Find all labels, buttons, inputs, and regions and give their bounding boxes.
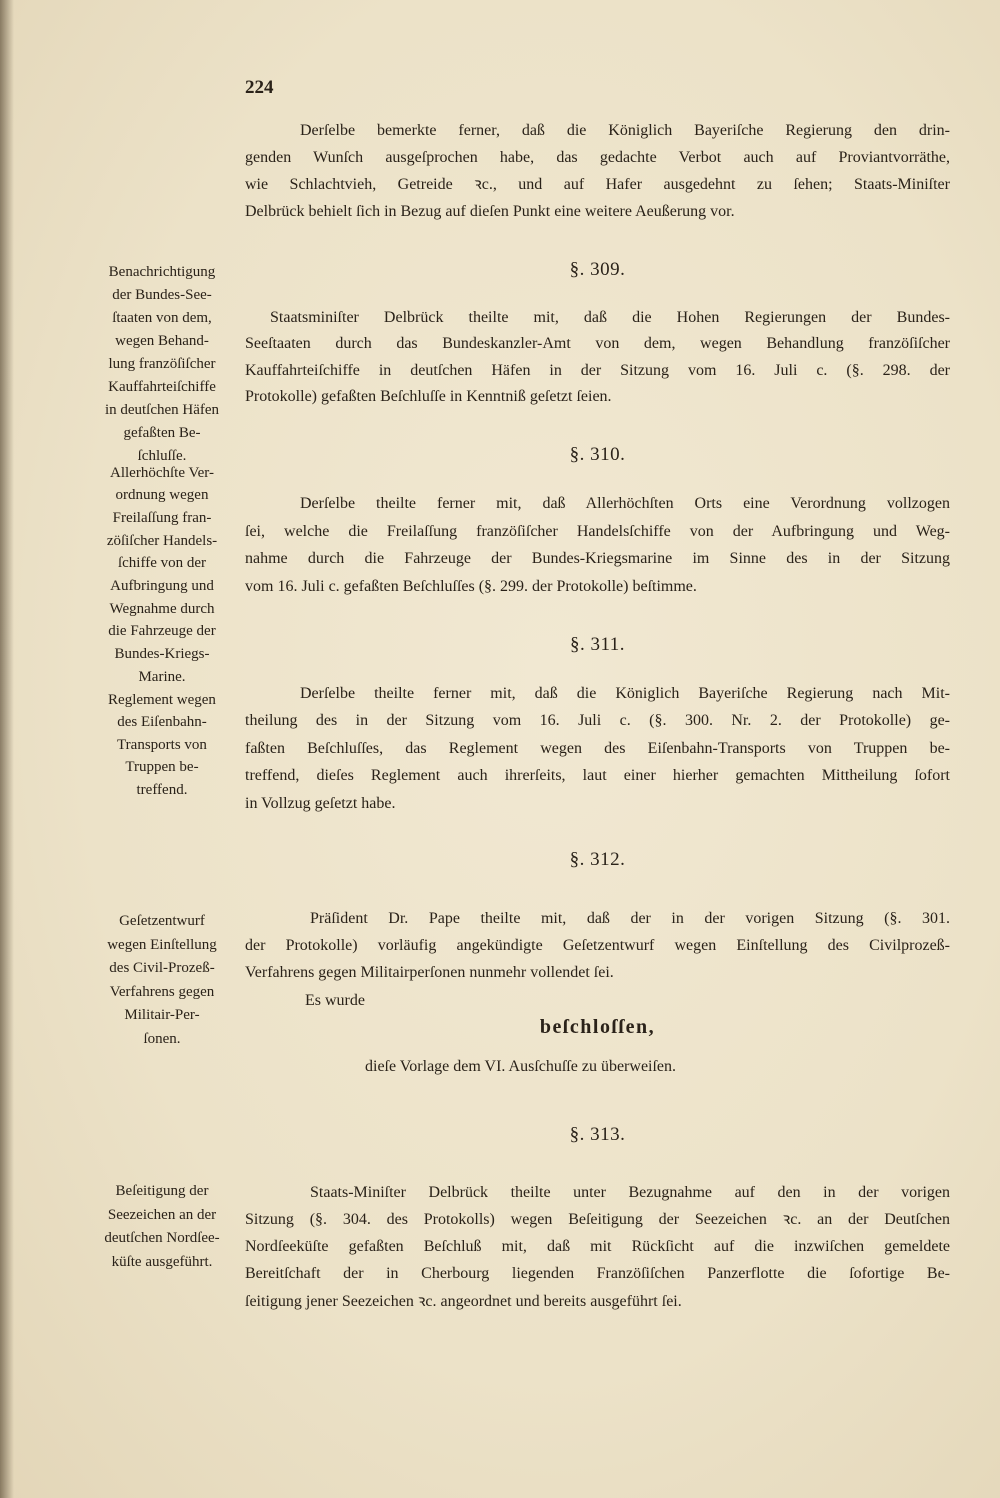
body-line: ſeitigung jener Seezeichen ꝛc. angeordnet und bereits ausgeführt ſei. [245,1292,682,1310]
decision-text: dieſe Vorlage dem VI. Ausſchuſſe zu überweiſen. [365,1058,677,1075]
body-line: theilung des in der Sitzung vom 16. Juli c. (§. 300. Nr. 2. der Protokolle) ge- [245,712,950,729]
body-line: faßten Beſchluſſes, das Reglement wegen des Eiſenbahn-Transports von Truppen be- [245,739,950,757]
margin-note-line: Bundes-Kriegs- [114,646,210,663]
margin-note-line: Seezeichen an der [107,1206,217,1223]
margin-note-line: ordnung wegen [115,487,209,504]
body-line: Sitzung (§. 304. des Protokolls) wegen Beſeitigung der Seezeichen ꝛc. an der Deutſchen [245,1210,950,1228]
margin-note-line: Truppen be- [125,759,199,775]
margin-note-line: Freilaſſung fran- [112,509,212,526]
margin-note-line: treffend. [136,781,188,798]
body-line: Nordſeeküſte gefaßten Beſchluß mit, daß mit Rückſicht auf die inzwiſchen gemeldete [245,1238,950,1256]
margin-note-line: Aufbringung und [110,578,214,595]
body-line: Bereitſchaft der in Cherbourg liegenden Franzöſiſchen Panzerflotte die ſofortige Be- [245,1265,950,1283]
page-number: 224 [245,77,274,98]
body-line: Staats-Miniſter Delbrück theilte unter Bezugnahme auf den in der vorigen [310,1183,950,1201]
section-heading: §. 310. [569,444,626,465]
margin-note-line: in deutſchen Häfen [104,401,220,418]
margin-note-line: Militair-Per- [124,1007,200,1024]
margin-note-line: lung franzöſiſcher [108,355,216,372]
intro-paragraph [245,117,950,226]
margin-note-line: zöſiſcher Handels- [106,532,218,549]
margin-note-line: ſonen. [143,1030,181,1047]
body-line: Präſident Dr. Pape theilte mit, daß der in der vorigen Sitzung (§. 301. [310,909,950,927]
margin-note-line: des Eiſenbahn- [117,714,207,730]
margin-note-line: wegen Behand- [115,332,209,349]
section-body [245,305,950,411]
body-line: Protokolle) gefaßten Beſchluſſe in Kenntniß geſetzt ſeien. [245,388,612,405]
section-body [245,490,950,601]
section-heading: §. 311. [569,634,626,655]
margin-note-line: gefaßten Be- [123,424,201,441]
margin-note-line: ſchiffe von der [117,555,207,572]
body-line: ſei, welche die Freilaſſung franzöſiſcher Handelsſchiffe von der Aufbringung und Weg- [245,522,950,540]
section-heading: §. 309. [569,259,626,280]
margin-note [86,1180,238,1275]
margin-note-line: die Fahrzeuge der [108,623,216,640]
section-heading: §. 313. [569,1124,626,1145]
section-heading: §. 312. [569,849,626,870]
margin-note [86,689,238,802]
body-line: Kauffahrteiſchiffe in deutſchen Häfen in der Sitzung vom 16. Juli c. (§. 298. der [245,361,950,379]
decision-word: beſchloſſen, [539,1016,656,1038]
margin-note-line: Geſetzentwurf [119,913,205,929]
margin-note-line: Allerhöchſte Ver- [110,464,214,481]
body-line: der Protokolle) vorläufig angekündigte Geſetzentwurf wegen Einſtellung des Civilprozeß- [245,936,950,954]
margin-note-line: der Bundes-See- [112,286,212,303]
intro-line: genden Wunſch ausgeſprochen habe, das gedachte Verbot auch auf Proviantvorräthe, [245,148,950,166]
margin-note-line: Kauffahrteiſchiffe [108,378,216,395]
margin-note-line: ſtaaten von dem, [112,309,212,326]
margin-note-line: Marine. [138,668,186,685]
margin-note-line: wegen Einſtellung [107,936,217,953]
body-line: in Vollzug geſetzt habe. [245,794,396,812]
margin-note-line: küſte ausgeführt. [111,1254,213,1271]
margin-note-line: Reglement wegen [108,691,216,708]
body-line: Derſelbe theilte ferner mit, daß Allerhöchſten Orts eine Verordnung vollzogen [300,495,950,512]
margin-note-line: des Civil-Prozeß- [109,960,215,977]
body-line: treffend, dieſes Reglement auch ihrerſeits, laut einer hierher gemachten Mittheilung ſofort [245,767,950,784]
section-body [245,905,950,987]
margin-note [86,910,238,1052]
margin-note-line: Beſeitigung der [115,1183,209,1199]
intro-line: Delbrück behielt ſich in Bezug auf dieſen Punkt eine weitere Aeußerung vor. [245,203,735,221]
intro-line: Derſelbe bemerkte ferner, daß die Königlich Bayeriſche Regierung den drin- [300,121,950,139]
body-line: Verfahrens gegen Militairperſonen nunmehr vollendet ſei. [245,964,614,982]
body-line: nahme durch die Fahrzeuge der Bundes-Kriegsmarine im Sinne des in der Sitzung [245,550,950,568]
margin-note [86,261,238,468]
decision-intro: Es wurde [305,991,365,1009]
margin-note-line: Transports von [117,736,207,753]
margin-note [86,462,238,689]
body-line: Derſelbe theilte ferner mit, daß die Königlich Bayeriſche Regierung nach Mit- [300,684,950,702]
body-line: vom 16. Juli c. gefaßten Beſchluſſes (§. 299. der Protokolle) beſtimme. [245,578,697,596]
section-body [245,680,950,818]
margin-note-line: deutſchen Nordſee- [104,1230,220,1247]
margin-note-line: Benachrichtigung [108,263,216,280]
margin-note-line: Verfahrens gegen [109,983,215,1000]
body-line: Seeſtaaten durch das Bundeskanzler-Amt von dem, wegen Behandlung franzöſiſcher [245,335,950,352]
section-body [245,1179,950,1315]
margin-note-line: Wegnahme durch [109,600,215,617]
body-line: Staatsminiſter Delbrück theilte mit, daß die Hohen Regierungen der Bundes- [270,308,950,326]
margin-note-line: ſchluſſe. [137,447,187,464]
intro-line: wie Schlachtvieh, Getreide ꝛc., und auf Hafer ausgedehnt zu ſehen; Staats-Miniſter [245,176,950,194]
